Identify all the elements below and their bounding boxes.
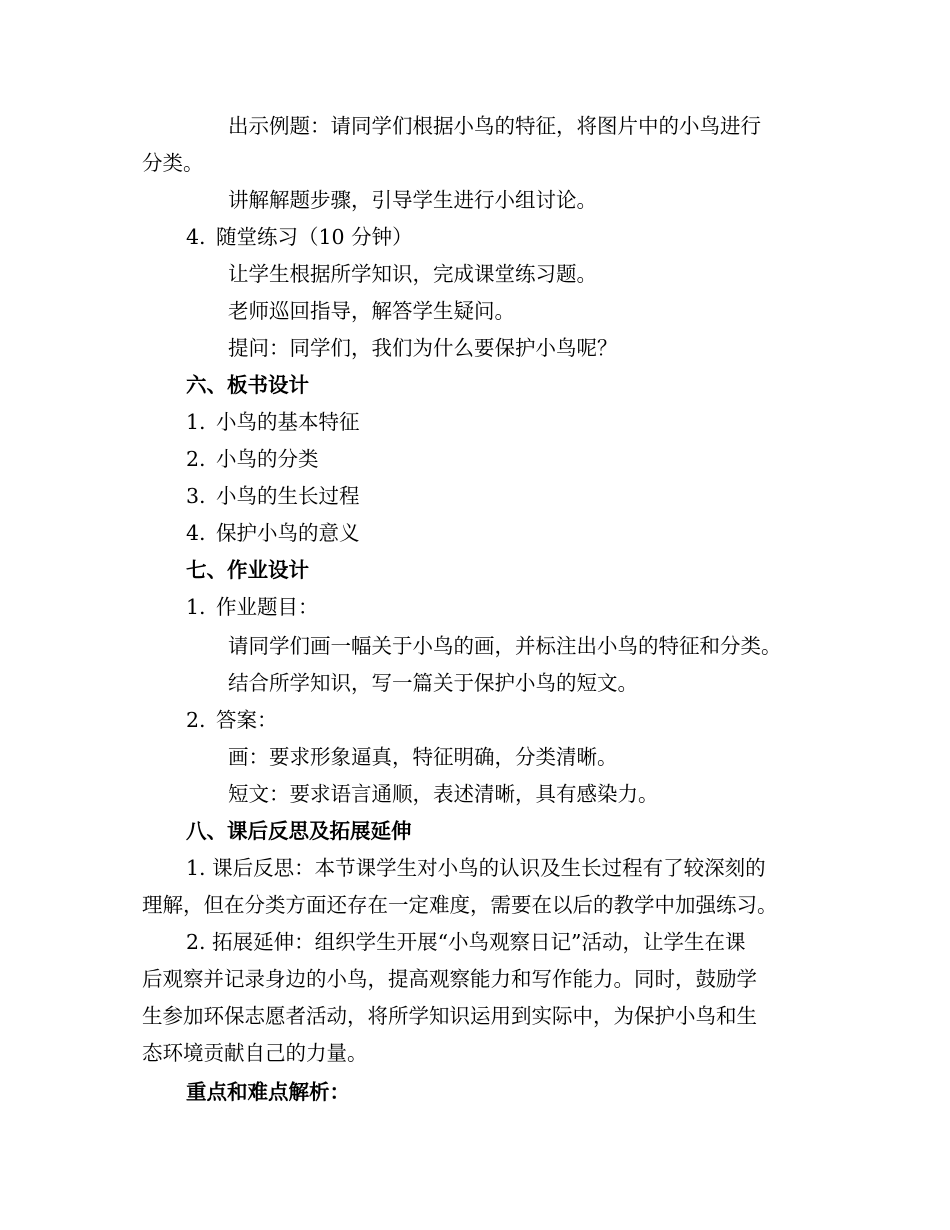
- homework-answer-item: 短文：要求语言通顺，表述清晰，具有感染力。: [228, 782, 659, 806]
- board-item-text: 保护小鸟的意义: [216, 521, 360, 545]
- example-text-line-1: 出示例题：请同学们根据小鸟的特征，将图片中的小鸟进行: [228, 114, 761, 138]
- practice-item: 老师巡回指导，解答学生疑问。: [228, 299, 515, 323]
- practice-item: 让学生根据所学知识，完成课堂练习题。: [228, 262, 597, 286]
- board-item-number: 2.: [186, 447, 206, 471]
- reflection-paragraph-2-line: 态环境贡献自己的力量。: [142, 1041, 368, 1065]
- homework-question-label: 作业题目：: [216, 595, 319, 619]
- section-heading-board: 六、板书设计: [186, 373, 309, 397]
- board-item: [186, 519, 360, 547]
- board-item: [186, 408, 360, 436]
- practice-title: [186, 223, 413, 251]
- homework-answer-item: 画：要求形象逼真，特征明确，分类清晰。: [228, 745, 618, 769]
- section-heading-reflection: 八、课后反思及拓展延伸: [186, 819, 412, 843]
- homework-answer-label: 答案：: [216, 708, 278, 732]
- reflection-paragraph-2-line: 生参加环保志愿者活动，将所学知识运用到实际中，为保护小鸟和生: [142, 1004, 757, 1028]
- board-item-number: 4.: [186, 521, 206, 545]
- section-heading-key-points: 重点和难点解析：: [186, 1080, 350, 1104]
- homework-question-number: 1.: [186, 595, 206, 619]
- board-item-number: 1.: [186, 410, 206, 434]
- board-item-number: 3.: [186, 484, 206, 508]
- practice-item: 提问：同学们，我们为什么要保护小鸟呢？: [228, 336, 618, 360]
- reflection-paragraph-2-line: 后观察并记录身边的小鸟，提高观察能力和写作能力。同时，鼓励学: [142, 967, 757, 991]
- example-text-line-3: 讲解解题步骤，引导学生进行小组讨论。: [228, 188, 597, 212]
- reflection-paragraph-1-line: 1. 课后反思：本节课学生对小鸟的认识及生长过程有了较深刻的: [186, 856, 766, 880]
- board-item-text: 小鸟的基本特征: [216, 410, 360, 434]
- board-item-text: 小鸟的分类: [216, 447, 319, 471]
- reflection-paragraph-1-line: 理解，但在分类方面还存在一定难度，需要在以后的教学中加强练习。: [142, 893, 778, 917]
- practice-title-text: 随堂练习（10 分钟）: [216, 225, 413, 249]
- board-item: [186, 482, 360, 510]
- homework-answer-title: [186, 706, 278, 734]
- homework-question-title: [186, 593, 319, 621]
- board-item-text: 小鸟的生长过程: [216, 484, 360, 508]
- homework-answer-number: 2.: [186, 708, 206, 732]
- section-heading-homework: 七、作业设计: [186, 558, 309, 582]
- reflection-paragraph-2-line: 2. 拓展延伸：组织学生开展“小鸟观察日记”活动，让学生在课: [186, 930, 746, 954]
- practice-number: 4.: [186, 225, 206, 249]
- homework-question-item: 结合所学知识，写一篇关于保护小鸟的短文。: [228, 671, 638, 695]
- homework-question-item: 请同学们画一幅关于小鸟的画，并标注出小鸟的特征和分类。: [228, 634, 782, 658]
- example-text-line-2: 分类。: [142, 151, 204, 175]
- board-item: [186, 445, 319, 473]
